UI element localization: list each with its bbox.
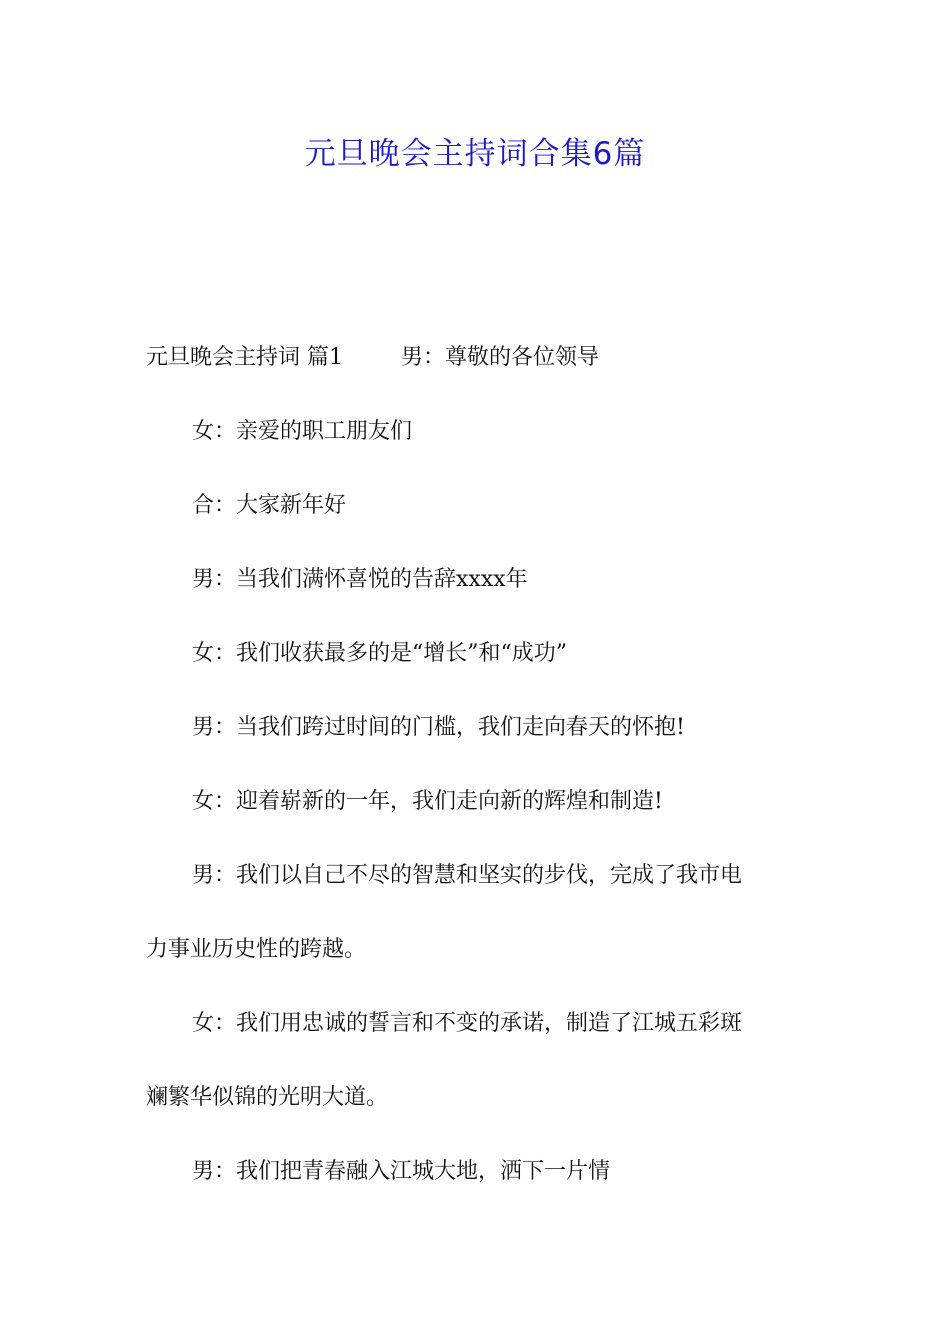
speech-line: 男：我们以自己不尽的智慧和坚实的步伐，完成了我市电: [192, 863, 743, 888]
speech-line: 男：当我们满怀喜悦的告辞xxxx年: [192, 567, 528, 592]
speech-line-continued: 斓繁华似锦的光明大道。: [146, 1085, 389, 1110]
speech-line: 女：我们收获最多的是“增长”和“成功”: [192, 641, 567, 666]
speech-line: 女：迎着崭新的一年，我们走向新的辉煌和制造!: [192, 789, 663, 814]
speech-line: 女：亲爱的职工朋友们: [192, 419, 413, 444]
document-body: [146, 338, 806, 1226]
speech-line: 合：大家新年好: [192, 493, 347, 518]
speech-line: 男：我们把青春融入江城大地，洒下一片情: [192, 1159, 611, 1184]
document-title: 元旦晚会主持词合集6篇: [304, 136, 646, 172]
speech-line: 男：当我们跨过时间的门槛，我们走向春天的怀抱!: [192, 715, 685, 740]
section-heading: 元旦晚会主持词 篇1: [146, 345, 343, 370]
speech-line-continued: 力事业历史性的跨越。: [146, 937, 367, 962]
speech-line: 男：尊敬的各位领导: [401, 345, 600, 370]
first-paragraph: [146, 338, 806, 412]
speech-line: 女：我们用忠诚的誓言和不变的承诺，制造了江城五彩斑: [192, 1011, 743, 1036]
